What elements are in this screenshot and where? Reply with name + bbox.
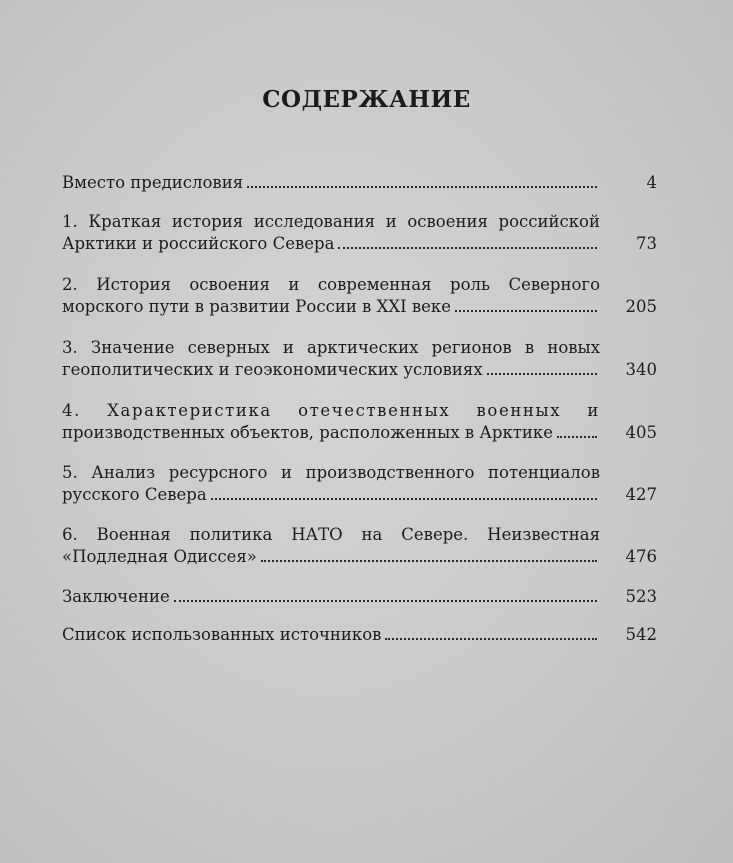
toc-entry-title: Список использованных источников bbox=[62, 625, 382, 644]
toc-line bbox=[62, 624, 657, 646]
toc-line bbox=[62, 546, 657, 568]
toc-line bbox=[62, 296, 657, 318]
dot-leader bbox=[487, 373, 597, 375]
toc-entry-chapter-4 bbox=[62, 400, 657, 444]
toc-entry-chapter-5 bbox=[62, 462, 657, 506]
toc-entry-chapter-6 bbox=[62, 524, 657, 568]
toc-page-number: 4 bbox=[646, 173, 657, 192]
page-title: СОДЕРЖАНИЕ bbox=[262, 86, 471, 113]
toc-page-number: 523 bbox=[625, 587, 657, 606]
toc-entry-title: русского Севера bbox=[62, 485, 207, 504]
toc-line bbox=[62, 586, 657, 608]
toc-entry-title: морского пути в развитии России в XXI веке bbox=[62, 297, 451, 316]
dot-leader bbox=[261, 560, 597, 562]
toc-line: 6. Военная политика НАТО на Севере. Неизвестная bbox=[62, 525, 600, 544]
toc-entry-title: производственных объектов, расположенных в Арктике bbox=[62, 423, 553, 442]
toc-line: 5. Анализ ресурсного и производственного потенциалов bbox=[62, 463, 600, 482]
toc-line bbox=[62, 172, 657, 194]
dot-leader bbox=[174, 600, 597, 602]
toc-line bbox=[62, 422, 657, 444]
toc-entry-title: Заключение bbox=[62, 587, 170, 606]
toc-line: 1. Краткая история исследования и освоения российской bbox=[62, 212, 600, 231]
toc-entry-title: геополитических и геоэкономических условиях bbox=[62, 360, 483, 379]
dot-leader bbox=[247, 186, 597, 188]
toc-entry-chapter-1 bbox=[62, 211, 657, 255]
toc-page-number: 205 bbox=[625, 297, 657, 316]
toc-line bbox=[62, 359, 657, 381]
toc-entry-title: «Подледная Одиссея» bbox=[62, 547, 257, 566]
toc-entry-chapter-2 bbox=[62, 274, 657, 318]
toc-entry-foreword bbox=[62, 172, 657, 194]
toc-entry-title: Арктики и российского Севера bbox=[62, 234, 335, 253]
toc-page-number: 542 bbox=[625, 625, 657, 644]
toc-page-number: 405 bbox=[625, 423, 657, 442]
toc-line: 3. Значение северных и арктических регионов в новых bbox=[62, 338, 600, 357]
toc-page-number: 476 bbox=[625, 547, 657, 566]
dot-leader bbox=[455, 310, 597, 312]
toc-line: 4. Характеристика отечественных военных и bbox=[62, 401, 600, 420]
toc-line bbox=[62, 233, 657, 255]
toc-page-number: 73 bbox=[636, 234, 657, 253]
toc-line bbox=[62, 484, 657, 506]
dot-leader bbox=[338, 247, 597, 249]
toc-line: 2. История освоения и современная роль Северного bbox=[62, 275, 600, 294]
toc-entry-title: Вместо предисловия bbox=[62, 173, 244, 192]
dot-leader bbox=[211, 498, 597, 500]
dot-leader bbox=[385, 638, 597, 640]
toc-entry-chapter-3 bbox=[62, 337, 657, 381]
toc-page-number: 427 bbox=[625, 485, 657, 504]
toc-page-number: 340 bbox=[625, 360, 657, 379]
toc-entry-conclusion bbox=[62, 586, 657, 608]
dot-leader bbox=[557, 436, 597, 438]
toc-entry-sources bbox=[62, 624, 657, 646]
